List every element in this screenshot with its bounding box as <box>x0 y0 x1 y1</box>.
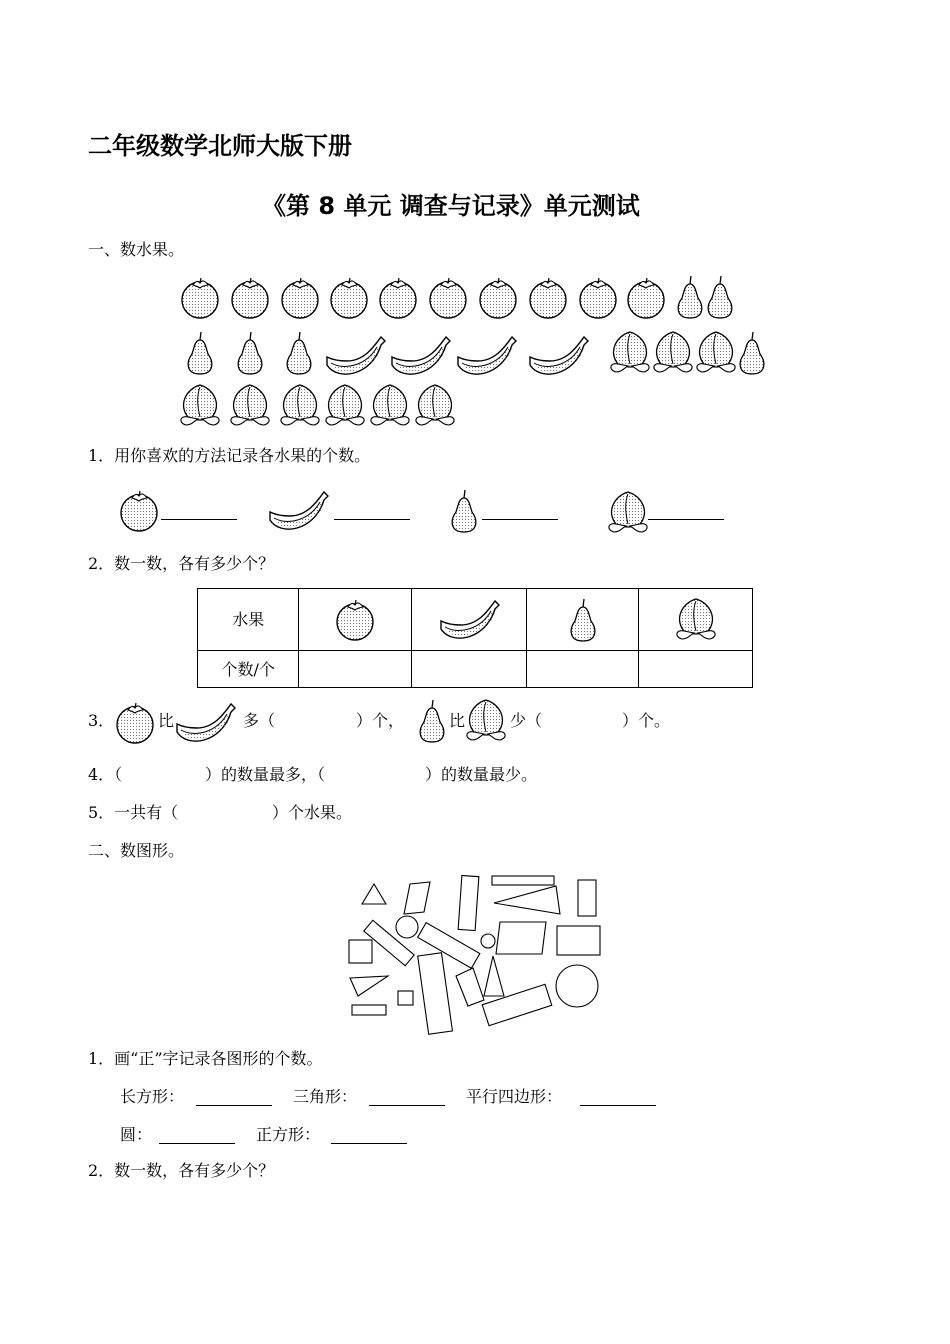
parallelogram-shape <box>456 968 484 1006</box>
question-2-1: 1．画“正”字记录各图形的个数。 <box>88 1049 323 1068</box>
rectangle-shape <box>352 1005 386 1015</box>
triangle-shape <box>362 884 386 904</box>
rectangle-shape <box>482 984 552 1025</box>
parallelogram-shape <box>404 882 430 914</box>
q3-unit-1: ）个， <box>356 711 405 730</box>
square-shape <box>398 991 413 1005</box>
q3-more-than: 多（ <box>243 711 276 730</box>
square-tally-blank[interactable] <box>331 1127 407 1144</box>
rectangle-shape <box>418 953 453 1035</box>
circle-shape <box>396 916 418 938</box>
triangle-shape <box>484 956 504 996</box>
triangle-shape <box>494 886 560 914</box>
question-1-4-start: 4．（ <box>88 765 123 784</box>
parallelogram-tally-blank[interactable] <box>580 1089 656 1106</box>
q3-less-than: 少（ <box>510 711 543 730</box>
label-square: 正方形： <box>256 1125 321 1144</box>
question-1-1: 1．用你喜欢的方法记录各水果的个数。 <box>88 446 371 465</box>
circle-shape <box>481 934 495 948</box>
label-rectangle: 长方形： <box>120 1087 185 1106</box>
rectangle-tally-blank[interactable] <box>196 1089 272 1106</box>
square-shape <box>349 940 372 963</box>
rectangle-shape <box>458 876 479 931</box>
question-1-5-start: 5．一共有（ <box>88 803 179 822</box>
rectangle-shape <box>578 880 596 916</box>
question-1-4-middle: ）的数量最多，（ <box>205 765 326 784</box>
circle-shape <box>556 965 598 1007</box>
parallelogram-shape <box>496 922 546 954</box>
section-heading-shapes: 二、数图形。 <box>88 841 185 860</box>
rectangle-shape <box>492 876 554 885</box>
q3-compare-word-2: 比 <box>449 711 466 730</box>
triangle-tally-blank[interactable] <box>369 1089 445 1106</box>
question-2-2: 2．数一数，各有多少个？ <box>88 1161 275 1180</box>
rectangle-shape <box>364 920 414 965</box>
label-triangle: 三角形： <box>293 1087 358 1106</box>
q3-compare-word: 比 <box>158 711 175 730</box>
rectangle-shape <box>557 926 600 955</box>
table-row-label-fruit: 水果 <box>198 589 299 651</box>
q3-unit-2: ）个。 <box>622 711 671 730</box>
label-parallelogram: 平行四边形： <box>466 1087 563 1106</box>
unit-subtitle: 《第 8 单元 调查与记录》单元测试 <box>262 192 640 220</box>
question-1-4-end: ）的数量最少。 <box>425 765 538 784</box>
question-1-3-number: 3． <box>88 711 115 730</box>
question-1-2: 2．数一数，各有多少个？ <box>88 554 275 573</box>
triangle-shape <box>350 976 388 996</box>
question-1-5-end: ）个水果。 <box>272 803 353 822</box>
page-title: 二年级数学北师大版下册 <box>88 132 352 160</box>
table-row-label-count: 个数/个 <box>198 651 299 688</box>
section-heading-fruits: 一、数水果。 <box>88 240 185 259</box>
rectangle-shape <box>418 923 480 969</box>
circle-tally-blank[interactable] <box>159 1127 235 1144</box>
label-circle: 圆： <box>120 1125 153 1144</box>
